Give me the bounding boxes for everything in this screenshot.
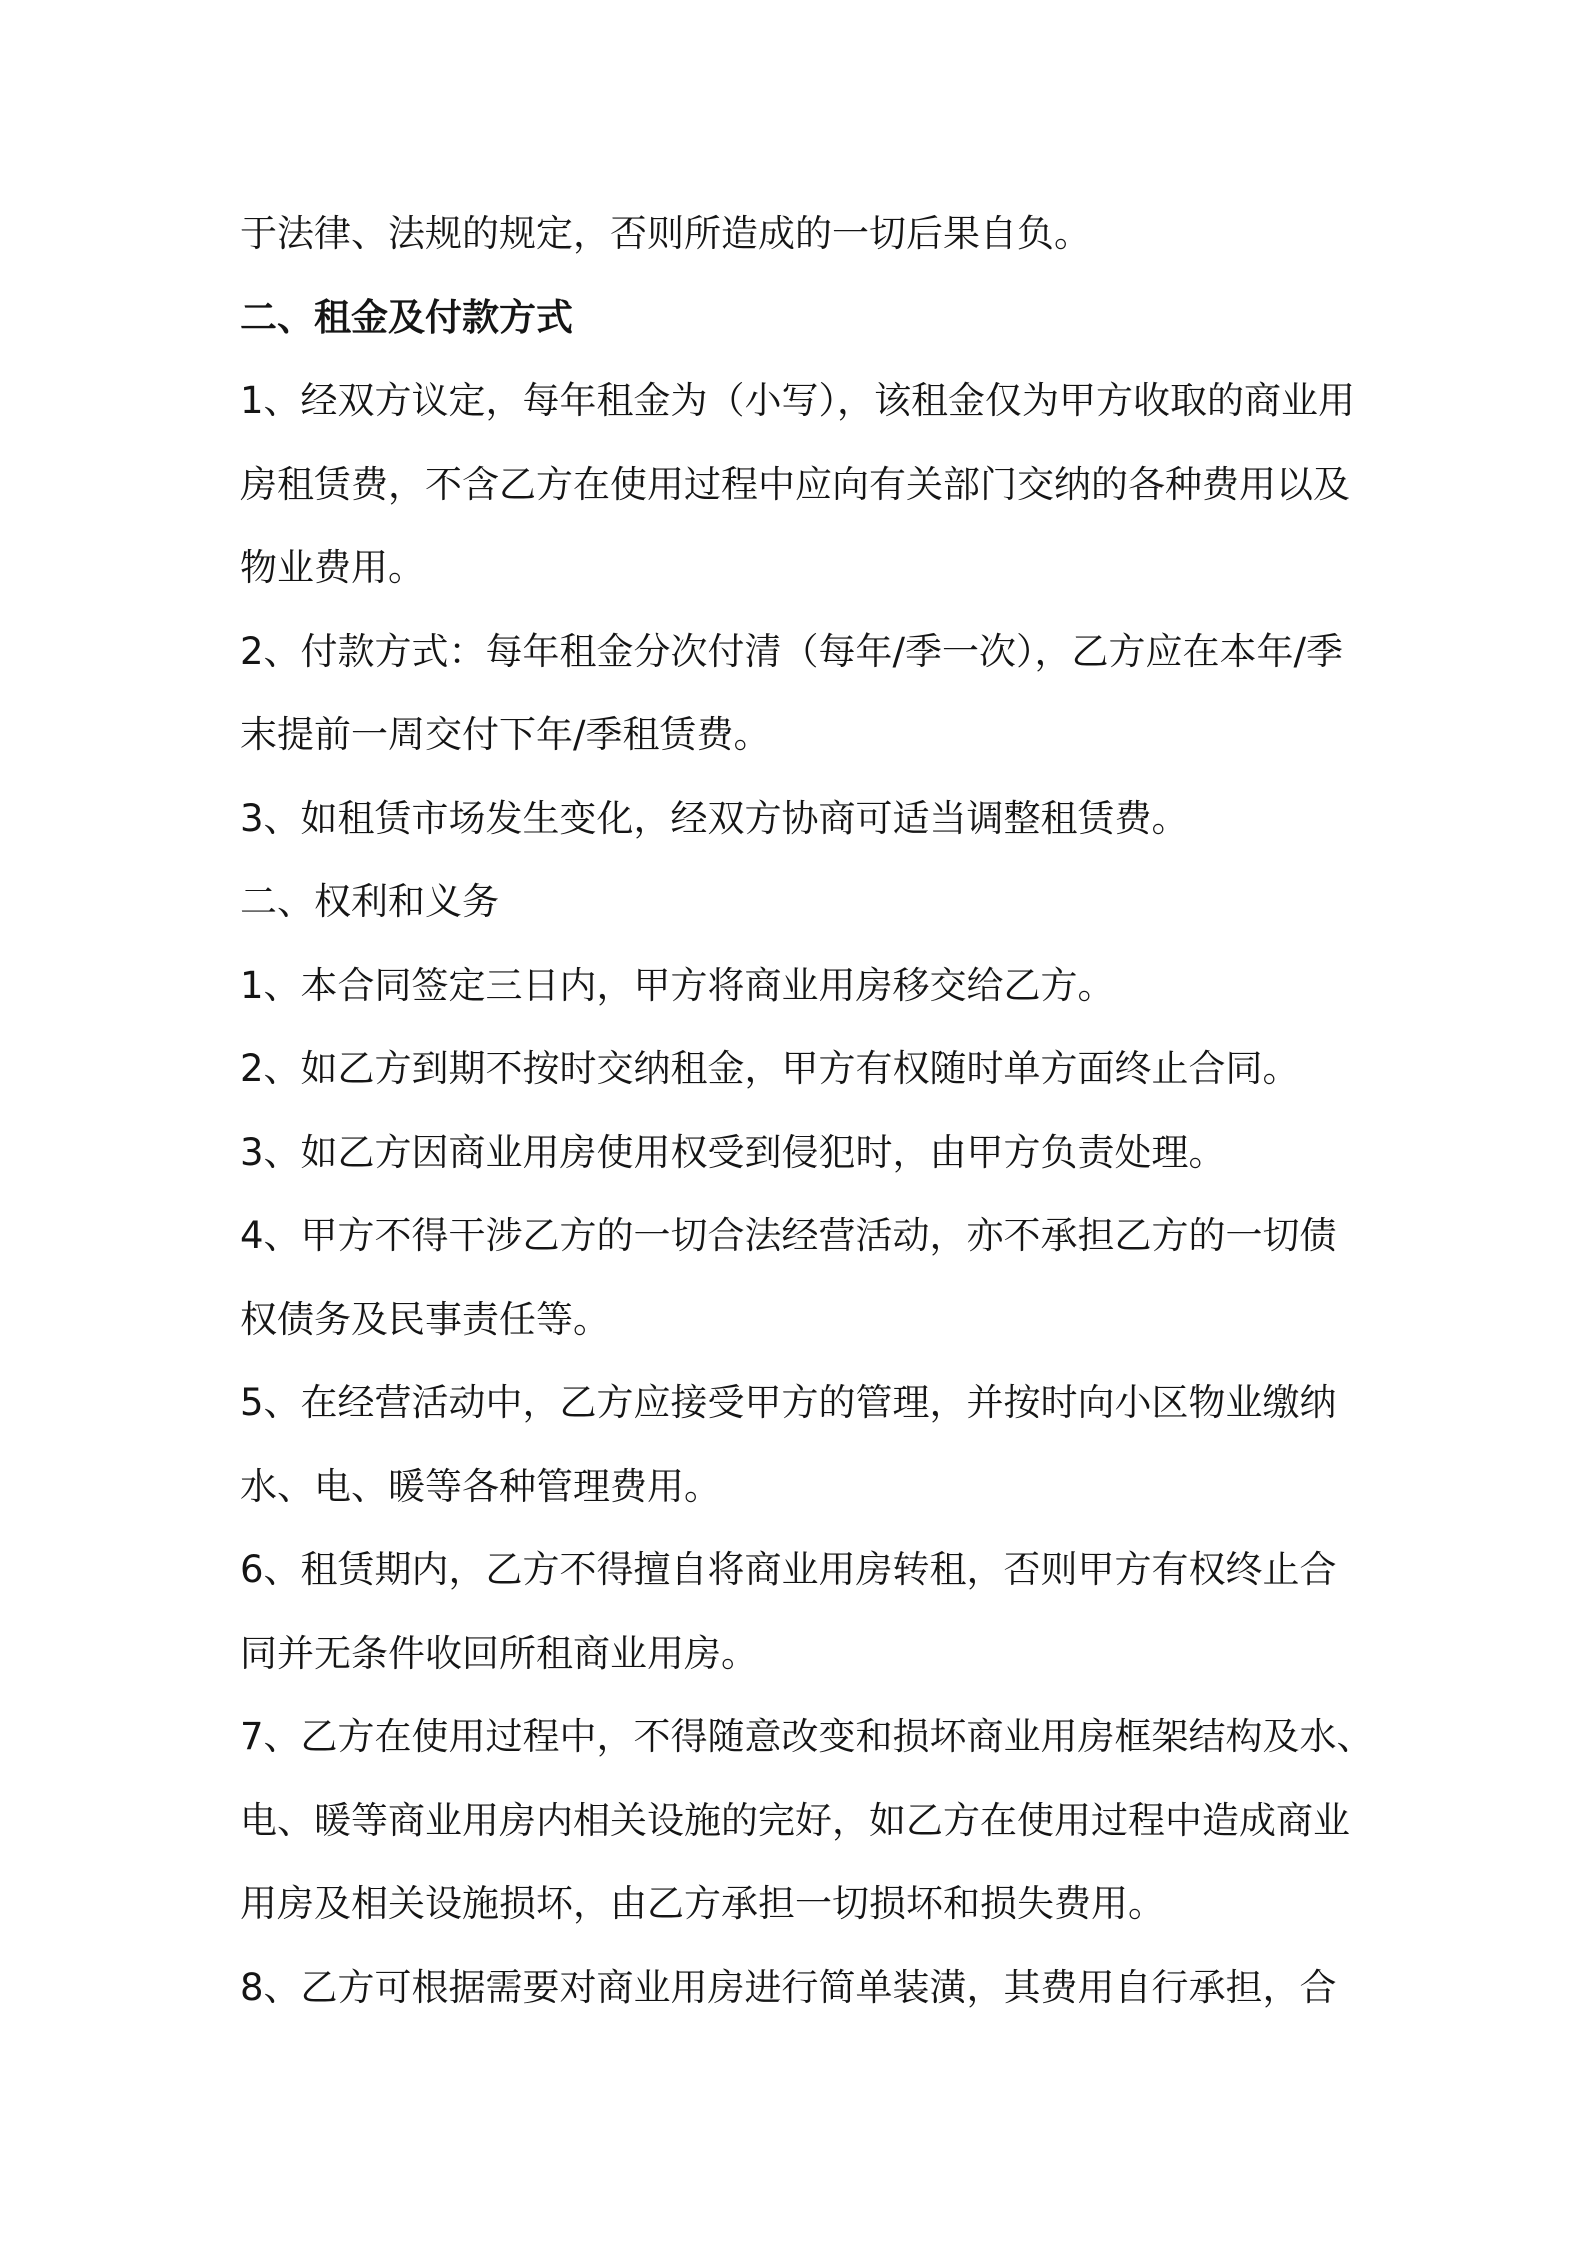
text-line: 物业费用。 — [240, 546, 425, 589]
text-line: 2、如乙方到期不按时交纳租金，甲方有权随时单方面终止合同。 — [240, 1047, 1300, 1090]
section-heading-rent-payment: 二、租金及付款方式 — [240, 295, 573, 339]
text-line: 4、甲方不得干涉乙方的一切合法经营活动，亦不承担乙方的一切债 — [240, 1214, 1337, 1257]
text-line: 1、经双方议定，每年租金为（小写），该租金仅为甲方收取的商业用 — [240, 379, 1356, 422]
text-line: 用房及相关设施损坏，由乙方承担一切损坏和损失费用。 — [240, 1882, 1165, 1925]
text-line: 水、电、暖等各种管理费用。 — [240, 1464, 721, 1508]
text-line: 电、暖等商业用房内相关设施的完好，如乙方在使用过程中造成商业 — [240, 1798, 1350, 1842]
text-line: 房租赁费，不含乙方在使用过程中应向有关部门交纳的各种费用以及 — [240, 462, 1350, 506]
text-line: 5、在经营活动中，乙方应接受甲方的管理，并按时向小区物业缴纳 — [240, 1381, 1337, 1424]
text-line: 8、乙方可根据需要对商业用房进行简单装潢，其费用自行承担，合 — [240, 1965, 1337, 2009]
text-line: 3、如乙方因商业用房使用权受到侵犯时，由甲方负责处理。 — [240, 1130, 1226, 1174]
document-body — [240, 192, 1374, 2029]
text-line: 2、付款方式：每年租金分次付清（每年/季一次），乙方应在本年/季 — [240, 629, 1343, 673]
text-line: 3、如租赁市场发生变化，经双方协商可适当调整租赁费。 — [240, 796, 1189, 840]
section-heading-rights-obligations: 二、权利和义务 — [240, 880, 499, 923]
text-line: 1、本合同签定三日内，甲方将商业用房移交给乙方。 — [240, 963, 1115, 1007]
text-line: 7、乙方在使用过程中，不得随意改变和损坏商业用房框架结构及水、 — [240, 1715, 1374, 1758]
text-line: 权债务及民事责任等。 — [240, 1297, 610, 1341]
text-line: 同并无条件收回所租商业用房。 — [240, 1631, 758, 1675]
text-line: 末提前一周交付下年/季租赁费。 — [240, 713, 771, 756]
text-line: 于法律、法规的规定，否则所造成的一切后果自负。 — [240, 212, 1091, 255]
text-line: 6、租赁期内，乙方不得擅自将商业用房转租，否则甲方有权终止合 — [240, 1548, 1337, 1591]
